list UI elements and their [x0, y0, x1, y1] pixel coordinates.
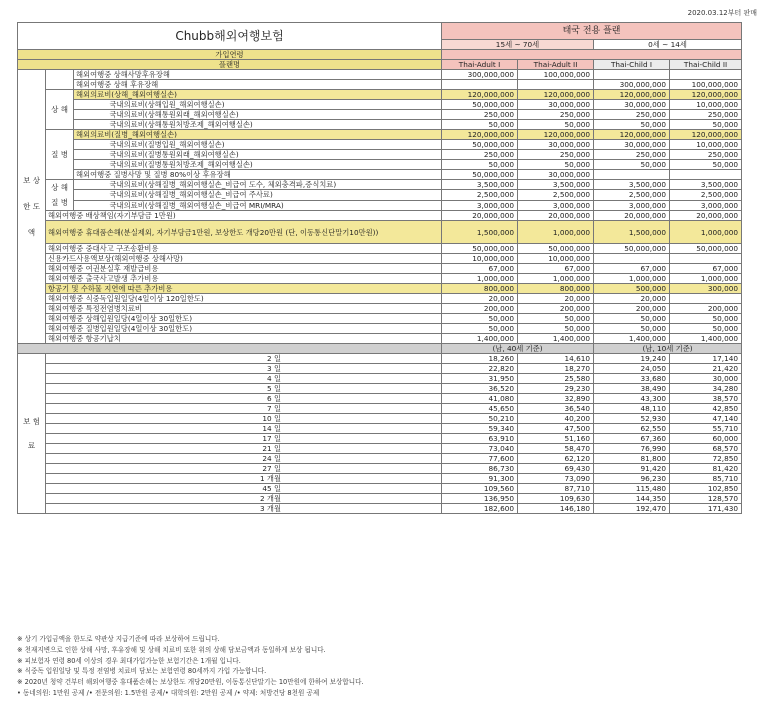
benefit-value: 67,000 — [670, 264, 742, 274]
benefit-value: 1,000,000 — [670, 221, 742, 244]
benefit-value: 250,000 — [442, 110, 518, 120]
premium-row — [18, 484, 742, 494]
plan-table — [17, 22, 742, 514]
premium-period: 1 개월 — [46, 474, 442, 484]
note-line: ※ 상기 가입금액을 한도로 약관상 지급기준에 따라 보상하여 드립니다. — [17, 635, 220, 643]
premium-value: 102,850 — [670, 484, 742, 494]
benefit-value: 120,000,000 — [442, 130, 518, 140]
premium-value: 73,040 — [442, 444, 518, 454]
benefit-value: 300,000 — [670, 284, 742, 294]
benefit-value: 250,000 — [518, 150, 594, 160]
benefit-value: 3,500,000 — [594, 180, 670, 190]
benefit-value: 1,000,000 — [518, 274, 594, 284]
premium-period: 10 일 — [46, 414, 442, 424]
benefit-value: 3,000,000 — [594, 200, 670, 210]
benefit-value: 67,000 — [594, 264, 670, 274]
benefit-value: 1,000,000 — [670, 274, 742, 284]
benefit-value: 50,000,000 — [670, 244, 742, 254]
premium-period: 21 일 — [46, 444, 442, 454]
benefit-value: 20,000,000 — [518, 211, 594, 221]
premium-header-adult: (남, 40세 기준) — [442, 344, 594, 354]
benefit-value: 20,000 — [518, 294, 594, 304]
benefit-value: 120,000,000 — [442, 90, 518, 100]
benefit-value: 50,000,000 — [442, 100, 518, 110]
benefit-value: 10,000,000 — [442, 254, 518, 264]
benefit-value: 30,000,000 — [518, 140, 594, 150]
benefit-value: 67,000 — [442, 264, 518, 274]
premium-period: 2 일 — [46, 354, 442, 364]
premium-period: 5 일 — [46, 384, 442, 394]
benefit-value: 50,000 — [670, 314, 742, 324]
premium-row — [18, 384, 742, 394]
benefit-label: 국내의료비(질병입원_해외여행실손) — [108, 140, 442, 150]
benefit-value — [594, 70, 670, 80]
benefit-label: 국내의료비(질병통원외래_해외여행실손) — [108, 150, 442, 160]
benefit-label: 국내의료비(상해질병_해외여행실손_비급여 주사료) — [108, 190, 442, 200]
benefit-value: 30,000,000 — [594, 100, 670, 110]
premium-value: 14,610 — [518, 354, 594, 364]
premium-value: 40,200 — [518, 414, 594, 424]
benefit-value: 2,500,000 — [594, 190, 670, 200]
indent-cell — [74, 180, 108, 190]
benefit-label: 해외여행중 여권분실후 재발급비용 — [46, 264, 442, 274]
premium-value: 77,600 — [442, 454, 518, 464]
benefit-row — [18, 244, 742, 254]
benefit-value: 50,000 — [518, 324, 594, 334]
premium-period: 14 일 — [46, 424, 442, 434]
plan-label: 플랜명 — [18, 60, 442, 70]
premium-value: 144,350 — [594, 494, 670, 504]
premium-value: 45,650 — [442, 404, 518, 414]
premium-row — [18, 474, 742, 484]
benefit-row — [18, 170, 742, 180]
premium-row — [18, 414, 742, 424]
premium-period: 27 일 — [46, 464, 442, 474]
premium-value: 69,430 — [518, 464, 594, 474]
benefit-value: 20,000 — [594, 294, 670, 304]
premium-value: 17,140 — [670, 354, 742, 364]
premium-row — [18, 464, 742, 474]
benefit-row — [18, 80, 742, 90]
benefit-value: 3,500,000 — [670, 180, 742, 190]
benefit-value — [442, 80, 518, 90]
indent-cell — [74, 200, 108, 210]
group-cell — [46, 70, 74, 90]
premium-value: 68,570 — [670, 444, 742, 454]
benefit-label: 해외여행중 질병입원일당(4일이상 30일한도) — [46, 324, 442, 334]
benefit-value: 67,000 — [518, 264, 594, 274]
benefit-value: 10,000,000 — [670, 140, 742, 150]
premium-value: 33,680 — [594, 374, 670, 384]
benefit-row — [18, 120, 742, 130]
benefit-value: 500,000 — [594, 284, 670, 294]
note-line: • 동네의원: 1만원 공제 /• 전문의원: 1.5만원 공제/• 대학의원: 2만원 공제 /• 약제: 처방건당 8천원 공제 — [17, 688, 320, 697]
premium-value: 73,090 — [518, 474, 594, 484]
benefit-value: 50,000,000 — [442, 244, 518, 254]
premium-value: 146,180 — [518, 504, 594, 514]
benefit-value — [670, 294, 742, 304]
premium-row — [18, 494, 742, 504]
benefit-value: 1,500,000 — [442, 221, 518, 244]
benefit-label: 국내의료비(상해통원처방조제_해외여행실손) — [108, 120, 442, 130]
premium-value: 136,950 — [442, 494, 518, 504]
benefit-label: 해외여행중 상해입원일당(4일이상 30일한도) — [46, 314, 442, 324]
benefit-value: 1,500,000 — [594, 221, 670, 244]
benefit-value: 50,000 — [594, 314, 670, 324]
benefit-value: 1,400,000 — [670, 334, 742, 344]
benefit-row — [18, 274, 742, 284]
benefit-value: 3,500,000 — [518, 180, 594, 190]
benefit-value — [670, 70, 742, 80]
benefit-row — [18, 100, 742, 110]
premium-value: 36,540 — [518, 404, 594, 414]
benefit-value: 800,000 — [442, 284, 518, 294]
benefit-row — [18, 221, 742, 244]
premium-value: 81,420 — [670, 464, 742, 474]
premium-row — [18, 354, 742, 364]
note-line: ※ 식중독 입원일당 및 특정 전염병 치료비 담보는 보험연령 80세까지 가입 가능합니다. — [17, 667, 267, 676]
benefit-value: 300,000,000 — [442, 70, 518, 80]
premium-value: 18,270 — [518, 364, 594, 374]
benefit-value — [670, 170, 742, 180]
benefit-value: 250,000 — [670, 150, 742, 160]
group-disease-label: 질 병 — [46, 130, 74, 180]
plan-header: 태국 전용 플랜 — [442, 23, 742, 40]
premium-value: 109,630 — [518, 494, 594, 504]
benefit-row — [18, 304, 742, 314]
age-child: 0세 ~ 14세 — [594, 40, 742, 50]
premium-row — [18, 394, 742, 404]
premium-value: 62,550 — [594, 424, 670, 434]
benefit-value: 50,000 — [442, 314, 518, 324]
age-adult: 15세 ~ 70세 — [442, 40, 594, 50]
premium-period: 24 일 — [46, 454, 442, 464]
benefit-value: 3,000,000 — [670, 200, 742, 210]
benefit-row — [18, 70, 742, 80]
premium-header-row — [18, 344, 742, 354]
note-line: ※ 피보험자 연령 80세 이상의 경우 최대가입가능한 보험기간은 1개월 입니다. — [17, 656, 241, 665]
premium-value: 42,850 — [670, 404, 742, 414]
premium-value: 91,420 — [594, 464, 670, 474]
premium-value: 81,800 — [594, 454, 670, 464]
benefit-row — [18, 180, 742, 190]
benefit-row — [18, 314, 742, 324]
benefit-row — [18, 294, 742, 304]
premium-value: 192,470 — [594, 504, 670, 514]
benefit-row — [18, 324, 742, 334]
premium-period: 3 개월 — [46, 504, 442, 514]
premium-value: 22,820 — [442, 364, 518, 374]
benefit-value: 250,000 — [594, 110, 670, 120]
benefit-label: 항공기 및 수하물 지연에 따른 추가비용 — [46, 284, 442, 294]
benefit-row — [18, 140, 742, 150]
premium-value: 67,360 — [594, 434, 670, 444]
premium-value: 48,110 — [594, 404, 670, 414]
premium-value: 96,230 — [594, 474, 670, 484]
benefit-label: 국내의료비(상해질병_해외여행실손_비급여 도수, 체외충격파,증식치료) — [108, 180, 442, 190]
premium-row — [18, 364, 742, 374]
premium-value: 128,570 — [670, 494, 742, 504]
premium-value: 19,240 — [594, 354, 670, 364]
benefit-label: 국내의료비(상해통원외래_해외여행실손) — [108, 110, 442, 120]
benefit-row — [18, 190, 742, 200]
benefit-value: 250,000 — [518, 110, 594, 120]
premium-period: 2 개월 — [46, 494, 442, 504]
premium-value: 50,210 — [442, 414, 518, 424]
premium-value: 76,990 — [594, 444, 670, 454]
benefit-value: 100,000,000 — [670, 80, 742, 90]
benefit-label: 국내의료비(질병통원처방조제_해외여행실손) — [108, 160, 442, 170]
benefit-row — [18, 130, 742, 140]
benefit-row — [18, 200, 742, 210]
benefit-value: 200,000 — [518, 304, 594, 314]
benefit-value: 3,000,000 — [518, 200, 594, 210]
premium-value: 47,140 — [670, 414, 742, 424]
benefit-label: 해외여행중 항공기납치 — [46, 334, 442, 344]
premium-value: 59,340 — [442, 424, 518, 434]
benefit-value: 50,000 — [594, 324, 670, 334]
benefit-row — [18, 211, 742, 221]
benefit-value: 50,000,000 — [518, 244, 594, 254]
premium-value: 18,260 — [442, 354, 518, 364]
section-benefit-label: 보 상 한 도 액 — [18, 70, 46, 344]
benefit-label: 해외여행중 배상책임(자기부담금 1만원) — [46, 211, 442, 221]
premium-value: 25,580 — [518, 374, 594, 384]
benefit-row — [18, 160, 742, 170]
premium-value: 41,080 — [442, 394, 518, 404]
benefit-value: 50,000 — [670, 160, 742, 170]
benefit-value: 20,000,000 — [670, 211, 742, 221]
benefit-value: 2,500,000 — [670, 190, 742, 200]
age-label: 가입연령 — [18, 50, 442, 60]
benefit-row — [18, 254, 742, 264]
benefit-value: 250,000 — [594, 150, 670, 160]
premium-value: 86,730 — [442, 464, 518, 474]
benefit-value: 800,000 — [518, 284, 594, 294]
premium-value: 31,950 — [442, 374, 518, 384]
premium-row — [18, 454, 742, 464]
benefit-value: 300,000,000 — [594, 80, 670, 90]
indent-cell — [74, 100, 108, 110]
premium-value: 34,280 — [670, 384, 742, 394]
benefit-value: 50,000 — [442, 324, 518, 334]
premium-value: 182,600 — [442, 504, 518, 514]
group-injury-label: 상 해 — [46, 90, 74, 130]
benefit-label: 해외의료비(상해_해외여행실손) — [74, 90, 442, 100]
premium-value: 55,710 — [670, 424, 742, 434]
plan-name: Thai-Adult I — [442, 60, 518, 70]
benefit-value: 20,000,000 — [594, 211, 670, 221]
benefit-row — [18, 264, 742, 274]
benefit-value: 20,000,000 — [442, 211, 518, 221]
benefit-label: 해외여행중 특정전염병치료비 — [46, 304, 442, 314]
indent-cell — [74, 110, 108, 120]
plan-name: Thai-Adult II — [518, 60, 594, 70]
benefit-value: 10,000,000 — [518, 254, 594, 264]
premium-value: 60,000 — [670, 434, 742, 444]
indent-cell — [74, 120, 108, 130]
benefit-value: 50,000 — [594, 160, 670, 170]
premium-value: 115,480 — [594, 484, 670, 494]
benefit-value: 120,000,000 — [670, 130, 742, 140]
sale-date-note: 2020.03.12부터 판매 — [687, 9, 757, 17]
benefit-label: 신용카드사용액보상(해외여행중 상해사망) — [46, 254, 442, 264]
benefit-value: 50,000 — [442, 160, 518, 170]
premium-period: 45 일 — [46, 484, 442, 494]
premium-period: 4 일 — [46, 374, 442, 384]
premium-row — [18, 444, 742, 454]
benefit-value: 50,000,000 — [594, 244, 670, 254]
premium-row — [18, 504, 742, 514]
benefit-value: 30,000,000 — [594, 140, 670, 150]
benefit-label: 해외여행중 휴대품손해(분실제외, 자기부담금1만원, 보상한도 개당20만원 (단, 이동통신단말기10만원)) — [46, 221, 442, 244]
benefit-value: 2,500,000 — [442, 190, 518, 200]
note-line: ※ 2020년 청약 건부터 해외여행중 휴대품손해는 보상한도 개당20만원, 이동통신단말기는 10만원에 한하여 보상합니다. — [17, 678, 364, 687]
benefit-row — [18, 284, 742, 294]
premium-value: 38,570 — [670, 394, 742, 404]
benefit-value — [594, 170, 670, 180]
indent-cell — [74, 140, 108, 150]
benefit-value: 50,000 — [518, 160, 594, 170]
benefit-value: 50,000 — [518, 120, 594, 130]
premium-value: 30,000 — [670, 374, 742, 384]
benefit-label: 국내의료비(상해입원_해외여행실손) — [108, 100, 442, 110]
benefit-value: 200,000 — [594, 304, 670, 314]
premium-value: 62,120 — [518, 454, 594, 464]
benefit-value: 2,500,000 — [518, 190, 594, 200]
premium-period: 3 일 — [46, 364, 442, 374]
section-premium-label: 보 험 료 — [18, 354, 46, 514]
benefit-label: 해외여행중 상해 후유장해 — [74, 80, 442, 90]
premium-value: 63,910 — [442, 434, 518, 444]
benefit-value: 200,000 — [442, 304, 518, 314]
benefit-value: 20,000 — [442, 294, 518, 304]
premium-row — [18, 434, 742, 444]
benefit-value: 3,500,000 — [442, 180, 518, 190]
benefit-value: 30,000,000 — [518, 170, 594, 180]
benefit-value: 50,000 — [670, 120, 742, 130]
page-title: Chubb해외여행보험 — [18, 23, 442, 50]
benefit-value — [518, 80, 594, 90]
premium-value: 38,490 — [594, 384, 670, 394]
benefit-label: 해외여행중 중대사고 구조송환비용 — [46, 244, 442, 254]
benefit-value: 50,000,000 — [442, 140, 518, 150]
premium-value: 47,500 — [518, 424, 594, 434]
benefit-value: 50,000 — [442, 120, 518, 130]
premium-header-child: (남, 10세 기준) — [594, 344, 742, 354]
premium-value: 171,430 — [670, 504, 742, 514]
note-line: ※ 천재지변으로 인한 상해 사망, 후유장해 및 상해 치료비 또한 위의 상해 담보금액과 동일하게 보상 됩니다. — [17, 645, 326, 654]
plan-name: Thai-Child II — [670, 60, 742, 70]
benefit-label: 해외여행중 식중독입원일당(4일이상 120일한도) — [46, 294, 442, 304]
premium-value: 43,300 — [594, 394, 670, 404]
benefit-value: 50,000 — [518, 314, 594, 324]
premium-row — [18, 374, 742, 384]
benefit-value: 120,000,000 — [518, 90, 594, 100]
benefit-value: 120,000,000 — [594, 130, 670, 140]
premium-value: 72,850 — [670, 454, 742, 464]
benefit-value: 50,000,000 — [442, 170, 518, 180]
premium-value: 58,470 — [518, 444, 594, 454]
benefit-value: 1,400,000 — [518, 334, 594, 344]
benefit-value: 1,000,000 — [518, 221, 594, 244]
benefit-label: 해외의료비(질병_해외여행실손) — [74, 130, 442, 140]
benefit-value: 1,400,000 — [594, 334, 670, 344]
premium-value: 109,560 — [442, 484, 518, 494]
benefit-value: 100,000,000 — [518, 70, 594, 80]
premium-value: 32,890 — [518, 394, 594, 404]
benefit-value: 10,000,000 — [670, 100, 742, 110]
benefit-value: 30,000,000 — [518, 100, 594, 110]
benefit-label: 국내의료비(상해질병_해외여행실손_비급여 MRI/MRA) — [108, 200, 442, 210]
premium-value: 24,050 — [594, 364, 670, 374]
benefit-value: 50,000 — [670, 324, 742, 334]
benefit-value: 120,000,000 — [518, 130, 594, 140]
premium-period: 17 일 — [46, 434, 442, 444]
premium-value: 91,300 — [442, 474, 518, 484]
premium-value: 29,230 — [518, 384, 594, 394]
indent-cell — [74, 150, 108, 160]
benefit-value — [670, 254, 742, 264]
indent-cell — [74, 190, 108, 200]
benefit-row — [18, 110, 742, 120]
plan-name: Thai-Child I — [594, 60, 670, 70]
notes — [17, 634, 763, 699]
benefit-value: 120,000,000 — [670, 90, 742, 100]
benefit-value: 1,400,000 — [442, 334, 518, 344]
premium-period: 6 일 — [46, 394, 442, 404]
benefit-value: 200,000 — [670, 304, 742, 314]
benefit-value: 250,000 — [442, 150, 518, 160]
premium-value: 85,710 — [670, 474, 742, 484]
premium-value: 21,420 — [670, 364, 742, 374]
benefit-value: 120,000,000 — [594, 90, 670, 100]
indent-cell — [74, 160, 108, 170]
benefit-label: 해외여행중 상해사망후유장해 — [74, 70, 442, 80]
premium-row — [18, 424, 742, 434]
benefit-value: 3,000,000 — [442, 200, 518, 210]
benefit-value — [594, 254, 670, 264]
premium-value: 87,710 — [518, 484, 594, 494]
benefit-label: 해외여행중 출국사고발생 추가비용 — [46, 274, 442, 284]
benefit-value: 1,000,000 — [442, 274, 518, 284]
benefit-label: 해외여행중 질병사망 및 질병 80%이상 후유장해 — [74, 170, 442, 180]
benefit-value: 1,000,000 — [594, 274, 670, 284]
premium-period: 7 일 — [46, 404, 442, 414]
premium-value: 36,520 — [442, 384, 518, 394]
benefit-row — [18, 150, 742, 160]
premium-value: 52,930 — [594, 414, 670, 424]
benefit-value: 50,000 — [594, 120, 670, 130]
benefit-row — [18, 90, 742, 100]
benefit-row — [18, 334, 742, 344]
group-both-label: 상 해 질 병 — [46, 180, 74, 211]
premium-value: 51,160 — [518, 434, 594, 444]
benefit-value: 250,000 — [670, 110, 742, 120]
premium-row — [18, 404, 742, 414]
